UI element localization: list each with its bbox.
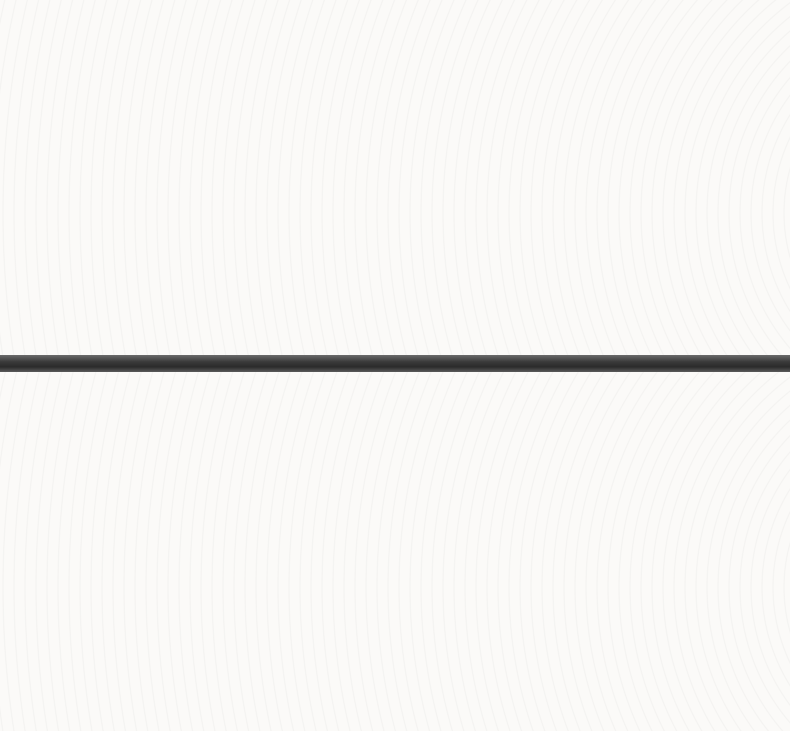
top-page xyxy=(0,0,790,355)
page-divider xyxy=(0,355,790,372)
bottom-page xyxy=(0,372,790,731)
